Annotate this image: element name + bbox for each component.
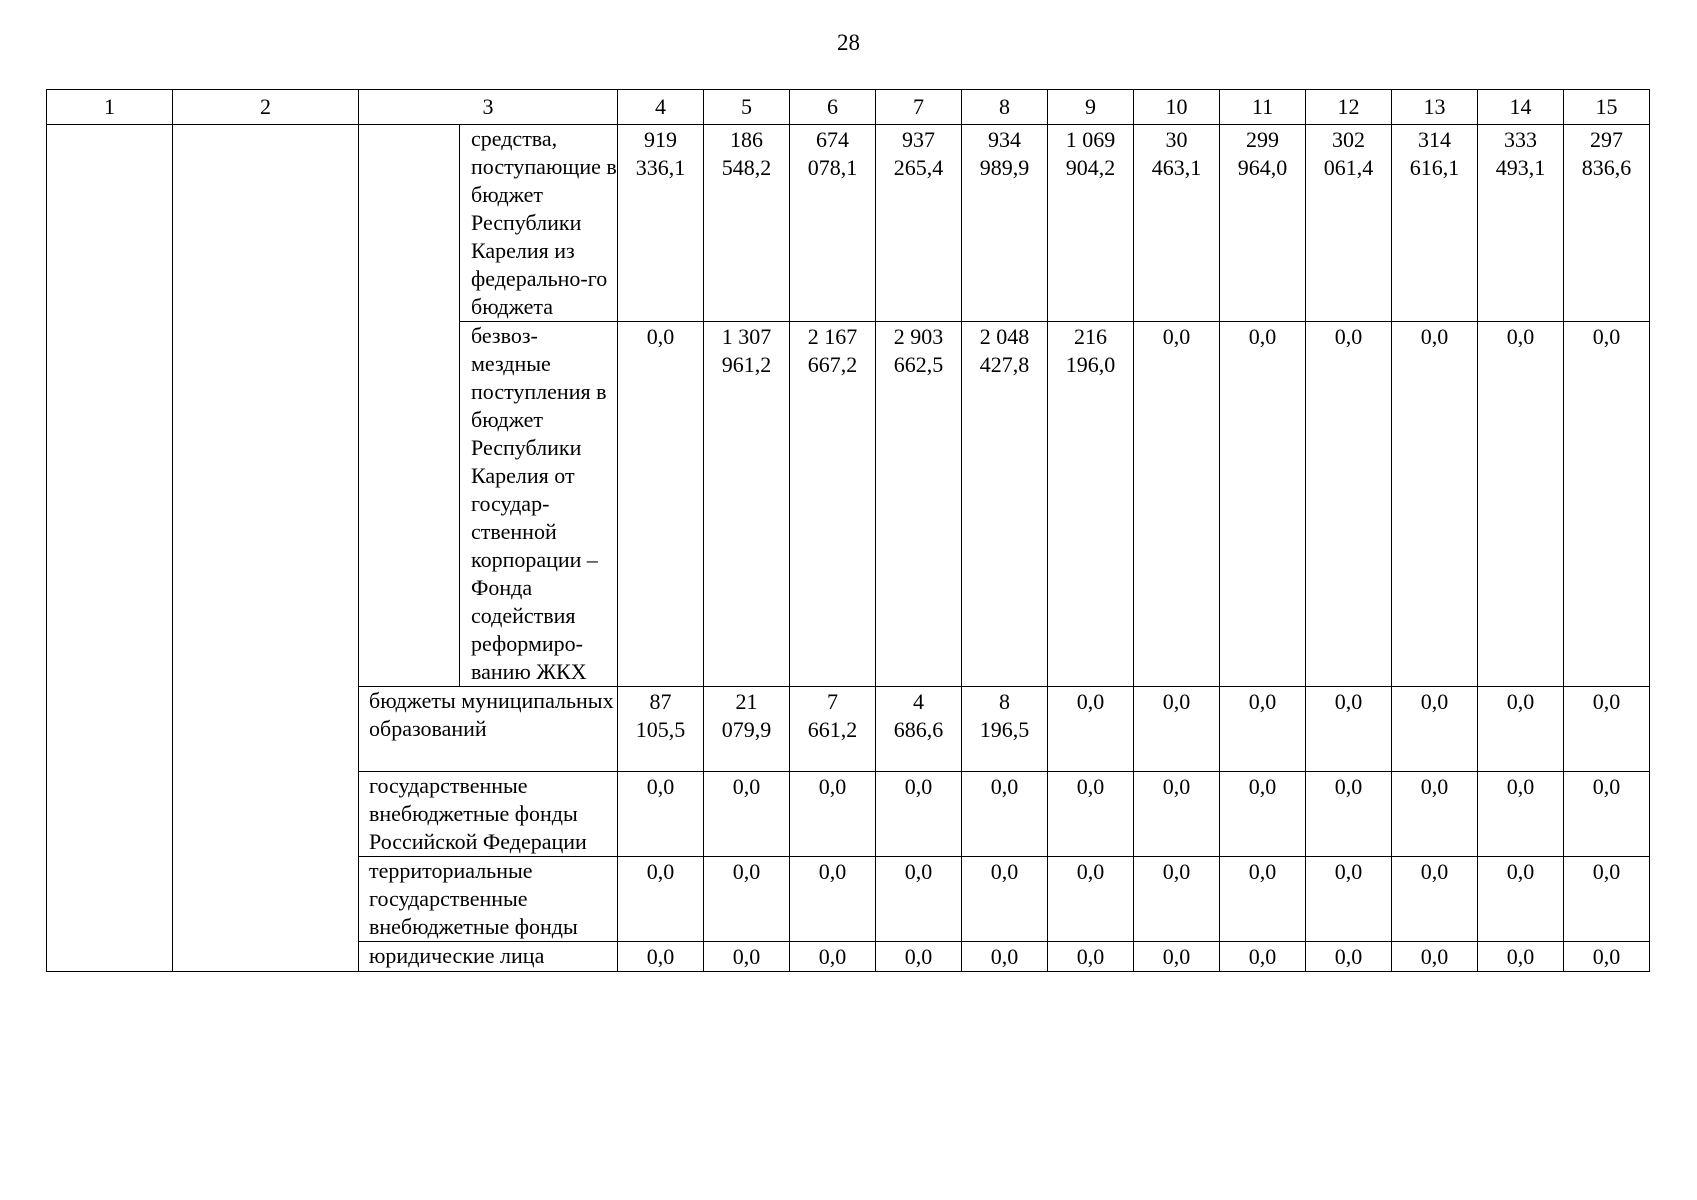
value-cell: 0,0 [790, 772, 876, 857]
header-cell: 15 [1564, 90, 1650, 125]
value-cell: 0,0 [962, 772, 1048, 857]
budget-table [46, 89, 1650, 972]
value-cell: 0,0 [876, 857, 962, 942]
value-cell: 30 463,1 [1134, 125, 1220, 322]
value-cell: 0,0 [1220, 857, 1306, 942]
value-cell: 0,0 [876, 772, 962, 857]
value-cell: 0,0 [1134, 942, 1220, 972]
header-cell: 14 [1478, 90, 1564, 125]
value-cell: 0,0 [618, 772, 704, 857]
value-cell: 4 686,6 [876, 687, 962, 772]
header-cell: 3 [359, 90, 618, 125]
value-cell: 0,0 [790, 942, 876, 972]
value-cell: 0,0 [1306, 687, 1392, 772]
value-cell: 0,0 [962, 942, 1048, 972]
value-cell: 1 307 961,2 [704, 322, 790, 687]
value-cell: 0,0 [1048, 857, 1134, 942]
header-row [47, 90, 1650, 125]
value-cell: 0,0 [1478, 322, 1564, 687]
row-label: бюджеты муниципальных образований [359, 687, 618, 772]
value-cell: 0,0 [1392, 857, 1478, 942]
table-row [47, 125, 1650, 322]
value-cell: 314 616,1 [1392, 125, 1478, 322]
value-cell: 0,0 [1392, 687, 1478, 772]
value-cell: 0,0 [1392, 322, 1478, 687]
value-cell: 8 196,5 [962, 687, 1048, 772]
header-cell: 5 [704, 90, 790, 125]
header-cell: 8 [962, 90, 1048, 125]
header-cell: 6 [790, 90, 876, 125]
value-cell: 0,0 [1306, 857, 1392, 942]
value-cell: 0,0 [1134, 687, 1220, 772]
value-cell: 0,0 [1220, 772, 1306, 857]
value-cell: 0,0 [962, 857, 1048, 942]
empty-cell-col1 [47, 125, 173, 972]
page-number: 28 [837, 30, 860, 55]
row-label: территориальные государственные внебюджетные фонды [359, 857, 618, 942]
value-cell: 0,0 [1564, 942, 1650, 972]
value-cell: 0,0 [1478, 687, 1564, 772]
header-cell: 4 [618, 90, 704, 125]
header-cell: 7 [876, 90, 962, 125]
value-cell: 302 061,4 [1306, 125, 1392, 322]
row-label: государственные внебюджетные фонды Российской Федерации [359, 772, 618, 857]
value-cell: 0,0 [1220, 687, 1306, 772]
value-cell: 0,0 [1048, 687, 1134, 772]
value-cell: 0,0 [1220, 942, 1306, 972]
value-cell: 0,0 [704, 942, 790, 972]
value-cell: 186 548,2 [704, 125, 790, 322]
header-cell: 2 [173, 90, 359, 125]
value-cell: 0,0 [618, 942, 704, 972]
value-cell: 21 079,9 [704, 687, 790, 772]
value-cell: 0,0 [1306, 322, 1392, 687]
value-cell: 0,0 [1134, 857, 1220, 942]
header-cell: 9 [1048, 90, 1134, 125]
value-cell: 0,0 [618, 857, 704, 942]
value-cell: 0,0 [1306, 942, 1392, 972]
header-cell: 10 [1134, 90, 1220, 125]
value-cell: 0,0 [1478, 772, 1564, 857]
value-cell: 2 048 427,8 [962, 322, 1048, 687]
header-cell: 12 [1306, 90, 1392, 125]
value-cell: 2 903 662,5 [876, 322, 962, 687]
value-cell: 0,0 [790, 857, 876, 942]
value-cell: 0,0 [1220, 322, 1306, 687]
value-cell: 937 265,4 [876, 125, 962, 322]
value-cell: 674 078,1 [790, 125, 876, 322]
value-cell: 299 964,0 [1220, 125, 1306, 322]
value-cell: 0,0 [1134, 322, 1220, 687]
value-cell: 0,0 [1478, 942, 1564, 972]
empty-cell-col2 [173, 125, 359, 972]
value-cell: 87 105,5 [618, 687, 704, 772]
empty-cell-col3-indent [359, 125, 460, 687]
value-cell: 2 167 667,2 [790, 322, 876, 687]
row-label: безвоз-мездные поступления в бюджет Республики Карелия от государ-ственной корпорации – Фонда содействия реформиро-ванию ЖКХ [460, 322, 618, 687]
value-cell: 0,0 [1564, 687, 1650, 772]
value-cell: 297 836,6 [1564, 125, 1650, 322]
value-cell: 333 493,1 [1478, 125, 1564, 322]
row-label: средства, поступающие в бюджет Республики Карелия из федерально-го бюджета [460, 125, 618, 322]
row-label: юридические лица [359, 942, 618, 972]
value-cell: 919 336,1 [618, 125, 704, 322]
header-cell: 13 [1392, 90, 1478, 125]
value-cell: 0,0 [1478, 857, 1564, 942]
value-cell: 216 196,0 [1048, 322, 1134, 687]
value-cell: 0,0 [618, 322, 704, 687]
value-cell: 0,0 [876, 942, 962, 972]
value-cell: 0,0 [1134, 772, 1220, 857]
value-cell: 7 661,2 [790, 687, 876, 772]
value-cell: 0,0 [1392, 942, 1478, 972]
value-cell: 0,0 [1564, 857, 1650, 942]
value-cell: 0,0 [1306, 772, 1392, 857]
value-cell: 0,0 [704, 772, 790, 857]
value-cell: 0,0 [1048, 772, 1134, 857]
value-cell: 0,0 [1564, 322, 1650, 687]
value-cell: 0,0 [704, 857, 790, 942]
value-cell: 0,0 [1392, 772, 1478, 857]
value-cell: 1 069 904,2 [1048, 125, 1134, 322]
header-cell: 11 [1220, 90, 1306, 125]
header-cell: 1 [47, 90, 173, 125]
value-cell: 0,0 [1564, 772, 1650, 857]
value-cell: 0,0 [1048, 942, 1134, 972]
value-cell: 934 989,9 [962, 125, 1048, 322]
